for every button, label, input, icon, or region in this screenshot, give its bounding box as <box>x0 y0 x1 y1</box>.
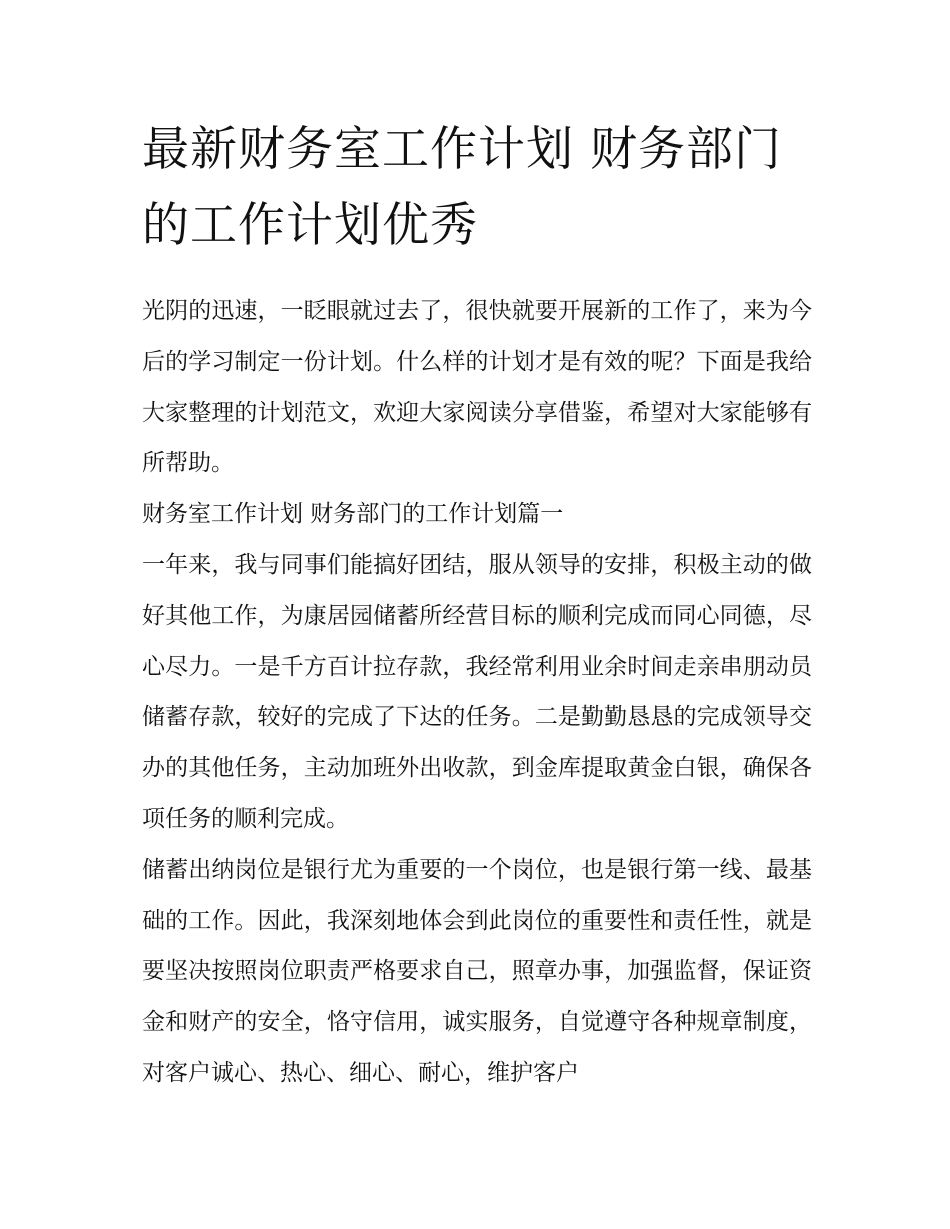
document-title: 最新财务室工作计划 财务部门的工作计划优秀 <box>142 122 782 253</box>
body-paragraph: 一年来，我与同事们能搞好团结，服从领导的安排，积极主动的做好其他工作，为康居园储蓄所经营目标的顺利完成而同心同德，尽心尽力。一是千方百计拉存款，我经常利用业余时间走亲串朋动员储蓄存款，较好的完成了下达的任务。二是勤勤恳恳的完成领导交办的其他任务，主动加班外出收款，到金库提取黄金白银，确保各项任务的顺利完成。 <box>142 551 812 832</box>
intro-paragraph: 光阴的迅速，一眨眼就过去了，很快就要开展新的工作了，来为今后的学习制定一份计划。什么样的计划才是有效的呢？下面是我给大家整理的计划范文，欢迎大家阅读分享借鉴，希望对大家能够有所帮助。 <box>142 298 812 477</box>
document-page <box>142 112 812 1099</box>
body-paragraph: 储蓄出纳岗位是银行尤为重要的一个岗位，也是银行第一线、最基础的工作。因此，我深刻地体会到此岗位的重要性和责任性，就是要坚决按照岗位职责严格要求自己，照章办事，加强监督，保证资金和财产的安全，恪守信用，诚实服务，自觉遵守各种规章制度，对客户诚心、热心、细心、耐心，维护客户 <box>142 856 812 1086</box>
section-heading: 财务室工作计划 财务部门的工作计划篇一 <box>142 501 564 528</box>
